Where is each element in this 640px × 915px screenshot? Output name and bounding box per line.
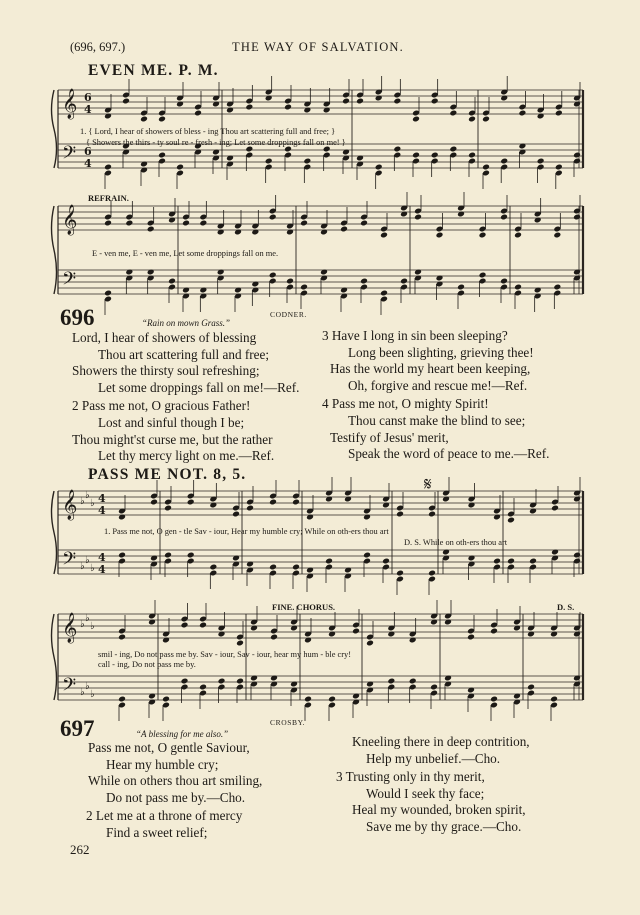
notehead — [412, 116, 420, 123]
notehead — [284, 104, 292, 111]
notehead — [431, 152, 439, 159]
notehead — [118, 552, 126, 559]
flat-icon: ♭ — [85, 681, 90, 692]
tune-title-pass-me-not: PASS ME NOT. 8, 5. — [88, 466, 247, 483]
verse-line: Showers the thirsty soul refreshing; — [72, 363, 260, 379]
verse-line: Save me by thy grace.—Cho. — [366, 818, 522, 834]
brace — [52, 491, 57, 574]
notehead — [436, 232, 444, 239]
notehead — [414, 214, 422, 221]
verse-line: Let thy mercy light on me.—Ref. — [98, 448, 275, 464]
treble-clef-icon: 𝄞 — [62, 205, 78, 235]
notehead — [396, 511, 404, 518]
notehead — [342, 98, 350, 105]
verse-line: Lost and sinful though I be; — [98, 414, 245, 430]
notehead — [125, 220, 133, 227]
verse-line: While on others thou art smiling, — [88, 773, 263, 789]
composer-697: CROSBY. — [270, 718, 306, 727]
notehead — [164, 505, 172, 512]
notehead — [140, 116, 148, 123]
notehead — [490, 628, 498, 635]
notehead — [300, 220, 308, 227]
bass-clef-icon: 𝄢 — [62, 143, 77, 168]
flat-icon: ♭ — [85, 613, 90, 624]
notehead — [269, 564, 277, 571]
lyrics-697-line4: call - ing, Do not pass me by. — [98, 660, 196, 669]
verse-line: 2 Pass me not, O gracious Father! — [72, 398, 251, 414]
lyrics-697-line3: smil - ing, Do not pass me by. Sav - iour, Sav - iour, hear my hum - ble cry! — [98, 650, 352, 659]
time-signature: 4 — [84, 103, 92, 116]
time-signature: 4 — [98, 563, 106, 576]
notehead — [409, 678, 417, 685]
verses-696-right — [322, 328, 549, 463]
flat-icon: ♭ — [90, 563, 95, 574]
notehead — [158, 152, 166, 159]
verses-697-right — [336, 734, 530, 836]
notehead — [164, 552, 172, 559]
verse-line: Hear my humble cry; — [106, 756, 219, 772]
verse-line: Testify of Jesus' merit, — [330, 429, 449, 445]
lyrics-696-line2: { Showers the thirs - ty soul re - fresh - ing; Let some droppings fall on me! } — [86, 138, 346, 147]
flat-icon: ♭ — [85, 555, 90, 566]
flat-icon: ♭ — [85, 490, 90, 501]
notehead — [518, 110, 526, 117]
notehead — [328, 696, 336, 703]
notehead — [551, 505, 559, 512]
brace — [52, 90, 57, 168]
flat-icon: ♭ — [80, 561, 85, 572]
notehead — [366, 640, 374, 647]
verse-line: 4 Pass me not, O mighty Spirit! — [322, 396, 489, 412]
notehead — [493, 558, 501, 565]
verse-line: Speak the word of peace to me.—Ref. — [348, 446, 550, 462]
notehead — [104, 290, 112, 297]
flat-icon: ♭ — [80, 496, 85, 507]
epigraph-697: “A blessing for me also.” — [136, 729, 229, 739]
verse-line: Find a sweet relief; — [106, 824, 208, 840]
notehead — [118, 634, 126, 641]
notehead — [286, 278, 294, 285]
notehead — [292, 499, 300, 506]
notehead — [467, 634, 475, 641]
notehead — [181, 678, 189, 685]
notehead — [122, 98, 130, 105]
time-signature: 4 — [98, 492, 106, 505]
verse-line: Heal my wounded, broken spirit, — [352, 802, 526, 818]
notehead — [232, 511, 240, 518]
notehead — [550, 696, 558, 703]
notehead — [176, 164, 184, 171]
time-signature: 6 — [84, 145, 92, 158]
notehead — [380, 290, 388, 297]
notehead — [246, 505, 254, 512]
notehead — [104, 220, 112, 227]
treble-clef-icon: 𝄞 — [62, 89, 78, 119]
notehead — [236, 640, 244, 647]
verse-line: Long been slighting, grieving thee! — [348, 344, 534, 360]
time-signature: 6 — [84, 91, 92, 104]
notehead — [269, 499, 277, 506]
verse-line: Thou art scattering full and free; — [98, 346, 269, 362]
notehead — [482, 116, 490, 123]
notehead — [352, 628, 360, 635]
notehead — [199, 220, 207, 227]
verse-line: Kneeling there in deep contrition, — [352, 734, 530, 749]
notehead — [490, 696, 498, 703]
time-signature: 4 — [98, 504, 106, 517]
notehead — [304, 696, 312, 703]
notehead — [182, 220, 190, 227]
notehead — [428, 570, 436, 577]
treble-clef-icon: 𝄞 — [62, 613, 78, 643]
notehead — [270, 634, 278, 641]
notehead — [396, 570, 404, 577]
bass-clef-icon: 𝄢 — [62, 675, 77, 700]
notehead — [360, 278, 368, 285]
notehead — [507, 558, 515, 565]
hymn-number-696: 696 — [60, 305, 95, 330]
notehead — [387, 678, 395, 685]
brace — [52, 614, 57, 700]
notehead — [514, 284, 522, 291]
notehead — [555, 164, 563, 171]
ds-label: D. S. — [557, 602, 575, 612]
notehead — [199, 622, 207, 629]
hymn-number-697: 697 — [60, 716, 95, 741]
notehead — [147, 226, 155, 233]
verse-line: Help my unbelief.—Cho. — [366, 750, 501, 766]
notehead — [162, 696, 170, 703]
verse-line: 2 Let me at a throne of mercy — [86, 808, 243, 824]
flat-icon: ♭ — [90, 498, 95, 509]
verse-line: Thou canst make the blind to see; — [348, 412, 526, 428]
notehead — [187, 499, 195, 506]
notehead — [573, 214, 581, 221]
notehead — [303, 158, 311, 165]
notehead — [380, 232, 388, 239]
notehead — [340, 226, 348, 233]
composer-696: CODNER. — [270, 310, 307, 319]
bass-clef-icon: 𝄢 — [62, 269, 77, 294]
notehead — [527, 684, 535, 691]
notehead — [199, 684, 207, 691]
notehead — [158, 116, 166, 123]
notehead — [428, 511, 436, 518]
notehead — [181, 622, 189, 629]
verse-line: Pass me not, O gentle Saviour, — [88, 740, 250, 755]
verse-line: Do not pass me by.—Cho. — [106, 789, 246, 805]
notehead — [500, 214, 508, 221]
notehead — [269, 272, 277, 279]
verse-line: Would I seek thy face; — [366, 785, 485, 801]
notehead — [555, 110, 563, 117]
notehead — [479, 272, 487, 279]
lyrics-697-line1: 1. Pass me not, O gen - tle Sav - iour, Hear my humble cry; While on oth-ers thou art — [104, 527, 389, 536]
notehead — [187, 552, 195, 559]
verse-line: 3 Trusting only in thy merit, — [336, 769, 485, 785]
verse-line: Lord, I hear of showers of blessing — [72, 330, 257, 345]
notehead — [150, 499, 158, 506]
tune-title-even-me: EVEN ME. P. M. — [88, 62, 219, 79]
flat-icon: ♭ — [80, 687, 85, 698]
notehead — [457, 284, 465, 291]
flat-icon: ♭ — [80, 619, 85, 630]
ds-lyrics-line: D. S. While on oth-ers thou art — [404, 538, 508, 547]
notehead — [360, 220, 368, 227]
notehead — [218, 678, 226, 685]
notehead — [514, 232, 522, 239]
notehead — [104, 164, 112, 171]
verse-line: Thou might'st curse me, but the rather — [72, 431, 273, 447]
notehead — [269, 214, 277, 221]
fine-chorus-label: FINE. CHORUS. — [272, 602, 336, 612]
verse-line: Has the world my heart been keeping, — [330, 361, 531, 377]
verse-line: Let some droppings fall on me!—Ref. — [98, 379, 300, 395]
treble-clef-icon: 𝄞 — [62, 490, 78, 520]
bass-clef-icon: 𝄢 — [62, 549, 77, 574]
refrain-lyrics: E - ven me, E - ven me, Let some droppings fall on me. — [92, 249, 279, 258]
notehead — [236, 678, 244, 685]
notehead — [500, 158, 508, 165]
segno-sign: 𝄋 — [424, 474, 432, 494]
notehead — [479, 232, 487, 239]
notehead — [393, 98, 401, 105]
notehead — [553, 284, 561, 291]
verses-697-left — [88, 740, 262, 842]
notehead — [209, 564, 217, 571]
epigraph-696: “Rain on mown Grass.” — [142, 318, 231, 328]
notehead — [468, 152, 476, 159]
verse-line: 3 Have I long in sin been sleeping? — [322, 328, 508, 343]
notehead — [382, 558, 390, 565]
notehead — [292, 564, 300, 571]
flat-icon: ♭ — [90, 689, 95, 700]
notehead — [118, 696, 126, 703]
notehead — [482, 164, 490, 171]
time-signature: 4 — [84, 157, 92, 170]
notehead — [431, 98, 439, 105]
notehead — [300, 284, 308, 291]
notehead — [449, 110, 457, 117]
notehead — [265, 158, 273, 165]
verse-line: Oh, forgive and rescue me!—Ref. — [348, 377, 528, 393]
notehead — [468, 116, 476, 123]
notehead — [449, 146, 457, 153]
notehead — [356, 98, 364, 105]
notehead — [412, 152, 420, 159]
notehead — [430, 684, 438, 691]
notehead — [507, 517, 515, 524]
notehead — [537, 158, 545, 165]
notehead — [573, 152, 581, 159]
time-signature: 4 — [98, 551, 106, 564]
notehead — [393, 146, 401, 153]
notehead — [245, 104, 253, 111]
notehead — [529, 558, 537, 565]
notehead — [375, 164, 383, 171]
notehead — [400, 278, 408, 285]
notehead — [573, 552, 581, 559]
lyrics-696-line1: 1. { Lord, I hear of showers of bless - ing Thou art scattering full and free; } — [80, 127, 336, 136]
page-refs: (696, 697.) — [70, 40, 126, 54]
page-number: 262 — [70, 842, 90, 857]
refrain-label: REFRAIN. — [88, 193, 129, 203]
verses-696-left — [72, 330, 299, 465]
notehead — [363, 552, 371, 559]
notehead — [194, 110, 202, 117]
notehead — [553, 232, 561, 239]
notehead — [168, 278, 176, 285]
notehead — [325, 558, 333, 565]
running-title: THE WAY OF SALVATION. — [232, 40, 404, 54]
flat-icon: ♭ — [90, 621, 95, 632]
notehead — [500, 278, 508, 285]
brace — [52, 206, 57, 294]
